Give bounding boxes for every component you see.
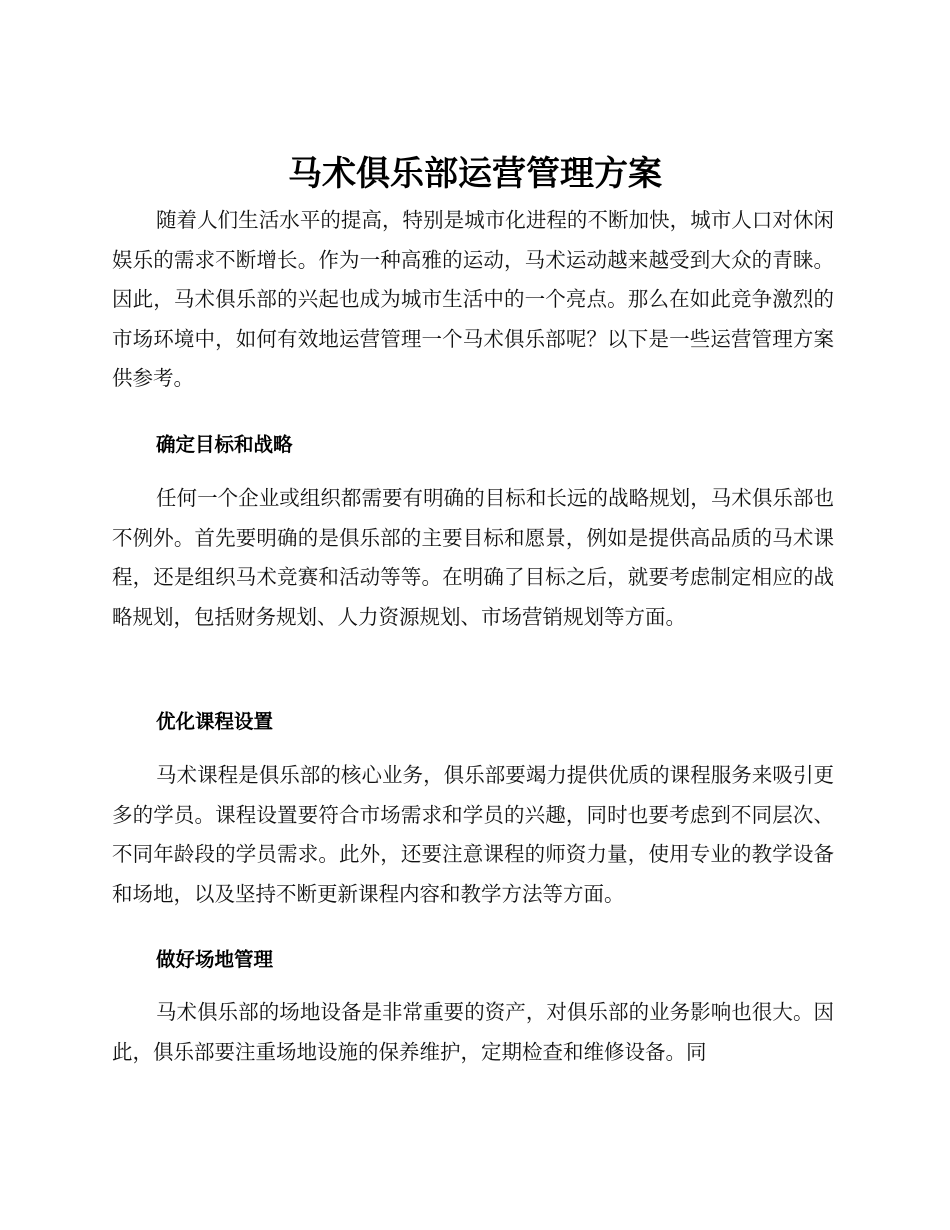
section-heading-goals: 确定目标和战略 bbox=[156, 433, 293, 456]
section-body-venue: 马术俱乐部的场地设备是非常重要的资产，对俱乐部的业务影响也很大。因此，俱乐部要注重场地设施的保养维护，定期检查和维修设备。同 bbox=[112, 1000, 834, 1064]
section-heading-courses: 优化课程设置 bbox=[156, 710, 274, 733]
intro-paragraph: 随着人们生活水平的提高，特别是城市化进程的不断加快，城市人口对休闲娱乐的需求不断增长。作为一种高雅的运动，马术运动越来越受到大众的青睐。因此，马术俱乐部的兴起也成为城市生活中的一个亮点。那么在如此竞争激烈的市场环境中，如何有效地运营管理一个马术俱乐部呢？以下是一些运营管理方案供参考。 bbox=[112, 208, 834, 390]
section-body-courses: 马术课程是俱乐部的核心业务，俱乐部要竭力提供优质的课程服务来吸引更多的学员。课程设置要符合市场需求和学员的兴趣，同时也要考虑到不同层次、不同年龄段的学员需求。此外，还要注意课程的师资力量，使用专业的教学设备和场地，以及坚持不断更新课程内容和教学方法等方面。 bbox=[112, 763, 834, 906]
section-body-goals: 任何一个企业或组织都需要有明确的目标和长远的战略规划，马术俱乐部也不例外。首先要明确的是俱乐部的主要目标和愿景，例如是提供高品质的马术课程，还是组织马术竞赛和活动等等。在明确了目标之后，就要考虑制定相应的战略规划，包括财务规划、人力资源规划、市场营销规划等方面。 bbox=[112, 486, 834, 629]
document-title: 马术俱乐部运营管理方案 bbox=[288, 154, 662, 194]
section-heading-venue: 做好场地管理 bbox=[156, 948, 274, 971]
